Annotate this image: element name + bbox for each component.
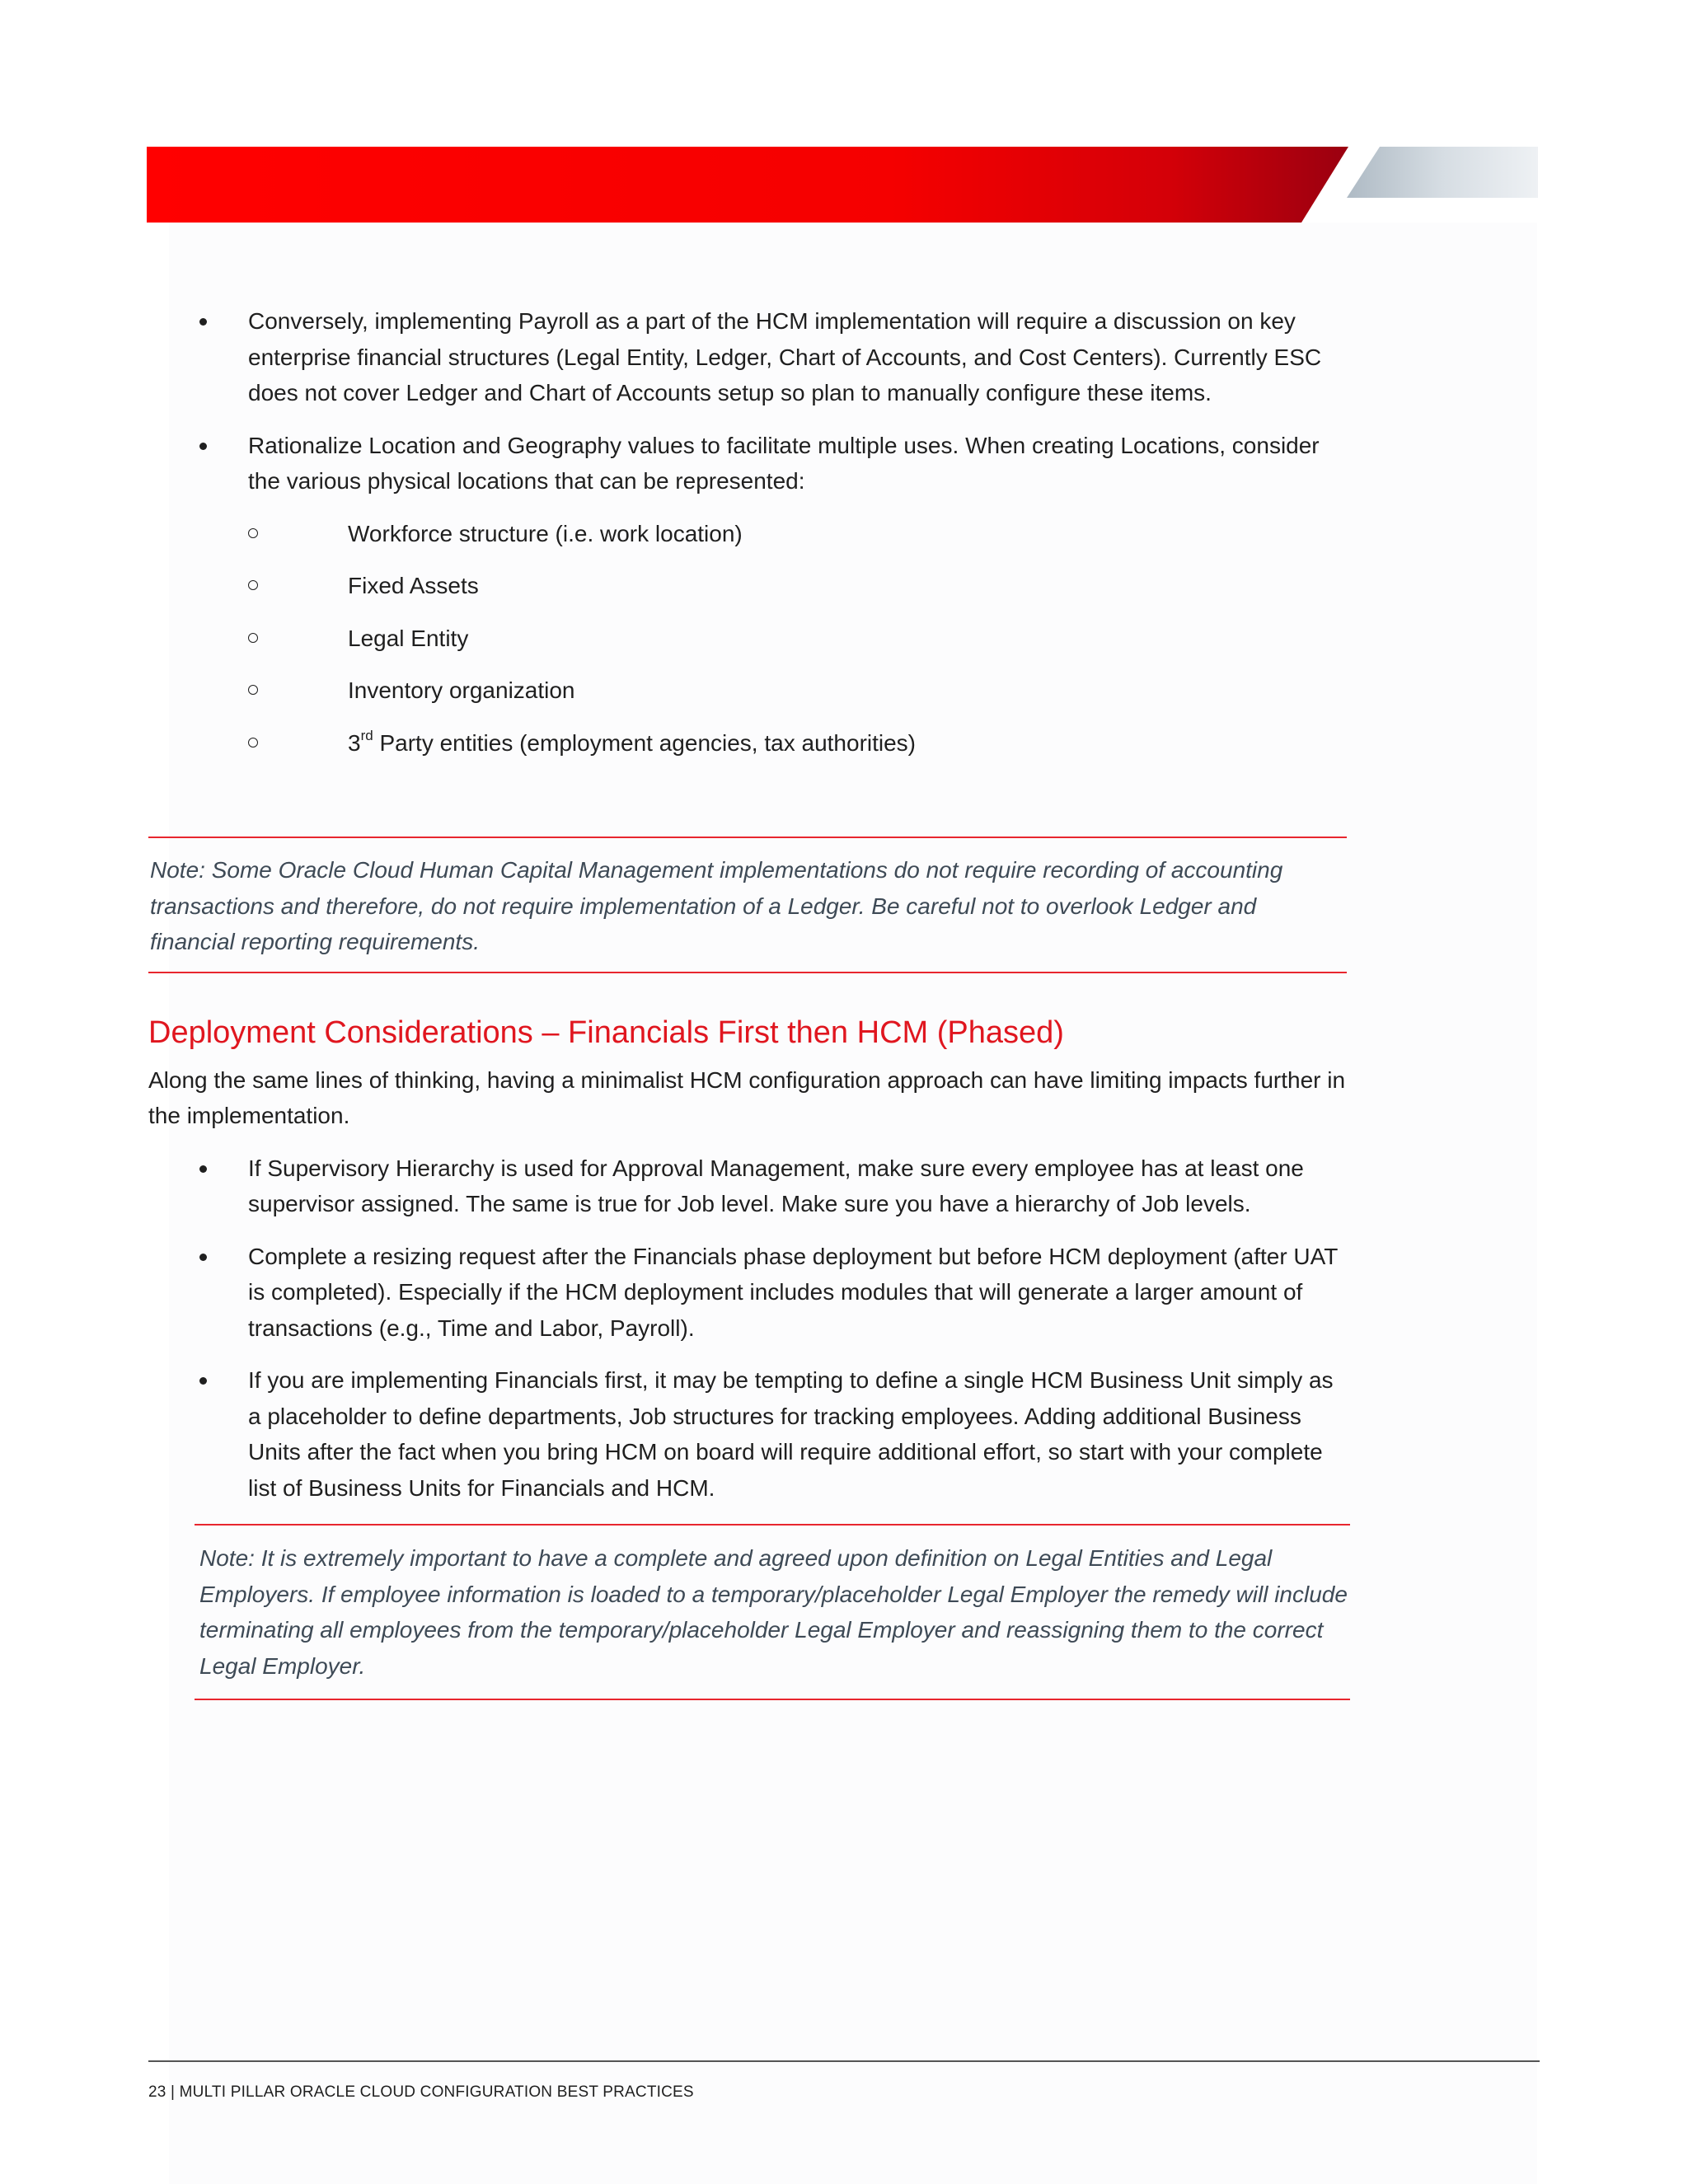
sub-list: [248, 516, 1352, 762]
list-item: [148, 1239, 1352, 1347]
bullet-icon: [199, 1165, 207, 1173]
circle-bullet-icon: [248, 738, 258, 748]
main-content: [148, 303, 1352, 1700]
page-footer: 23 | MULTI PILLAR ORACLE CLOUD CONFIGURATION BEST PRACTICES: [148, 2083, 694, 2101]
section-heading: Deployment Considerations – Financials First then HCM (Phased): [148, 1015, 1064, 1050]
sub-item-text: 3: [348, 729, 361, 756]
bullet-list-top: [148, 303, 1352, 761]
bullet-text: Complete a resizing request after the Financials phase deployment but before HCM deployment (after UAT is completed). Especially if the HCM deployment includes modules that will generate a larger amount of transactions (e.g., Time and Labor, Payroll).: [248, 1243, 1338, 1341]
list-item: [148, 1151, 1352, 1222]
bullet-list-section: [148, 1151, 1352, 1507]
sub-item-text: Legal Entity: [348, 625, 469, 651]
sub-list-item: [248, 725, 1352, 762]
list-item: [148, 1362, 1352, 1506]
list-item: [148, 303, 1352, 411]
circle-bullet-icon: [248, 633, 258, 643]
bullet-icon: [199, 1254, 207, 1261]
sub-list-item: [248, 673, 1352, 709]
sub-list-item: [248, 516, 1352, 552]
sub-list-item: [248, 621, 1352, 657]
bullet-icon: [199, 318, 207, 326]
note-box: [195, 1524, 1350, 1700]
circle-bullet-icon: [248, 528, 258, 538]
sub-item-text: Fixed Assets: [348, 573, 479, 598]
note-box: [148, 837, 1347, 973]
bullet-text: If Supervisory Hierarchy is used for Approval Management, make sure every employee has at least one supervisor assigned. The same is true for Job level. Make sure you have a hierarchy of Job levels.: [248, 1155, 1304, 1216]
bullet-text: Rationalize Location and Geography values to facilitate multiple uses. When creating Locations, consider the various physical locations that can be represented:: [248, 432, 1320, 494]
note-text: Note: It is extremely important to have a complete and agreed upon definition on Legal Entities and Legal Employers. If employee information is loaded to a temporary/placeholder Legal Employer the remedy will include terminating all employees from the temporary/placeholder Legal Employer and reassigning them to the correct Legal Employer.: [199, 1545, 1348, 1679]
list-item: [148, 428, 1352, 762]
bullet-text: If you are implementing Financials first, it may be tempting to define a single HCM Business Unit simply as a placeholder to define departments, Job structures for tracking employees. Adding additional Business Units after the fact when you bring HCM on board will require additional effort, so start with your complete list of Business Units for Financials and HCM.: [248, 1367, 1334, 1501]
sub-item-text: Workforce structure (i.e. work location): [348, 520, 743, 546]
bullet-text: Conversely, implementing Payroll as a part of the HCM implementation will require a discussion on key enterprise financial structures (Legal Entity, Ledger, Chart of Accounts, and Cost Centers). Currently ESC does not cover Ledger and Chart of Accounts setup so plan to manually configure these items.: [248, 308, 1322, 405]
note-text: Note: Some Oracle Cloud Human Capital Management implementations do not require recording of accounting transactions and therefore, do not require implementation of a Ledger. Be careful not to overlook Ledger and financial reporting requirements.: [150, 857, 1283, 954]
circle-bullet-icon: [248, 685, 258, 695]
superscript: rd: [360, 728, 373, 744]
sub-item-text: Party entities (employment agencies, tax authorities): [373, 729, 917, 756]
sub-list-item: [248, 568, 1352, 604]
sub-item-text: Inventory organization: [348, 677, 575, 703]
bullet-icon: [199, 1377, 207, 1385]
bullet-icon: [199, 443, 207, 450]
header-banner: [147, 147, 1538, 223]
footer-divider: [148, 2060, 1540, 2062]
section-intro: Along the same lines of thinking, having a minimalist HCM configuration approach can have limiting impacts further in the implementation.: [148, 1066, 1346, 1128]
circle-bullet-icon: [248, 580, 258, 590]
